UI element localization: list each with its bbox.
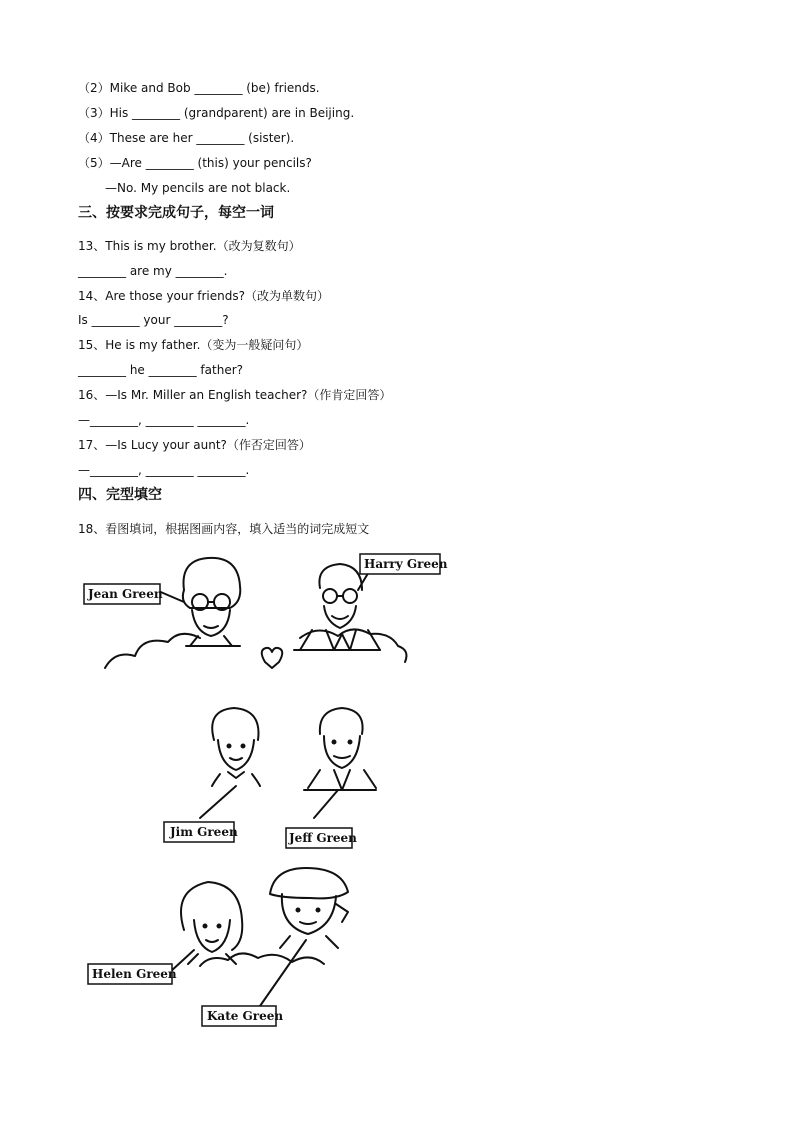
question-18: 18、看图填词，根据图画内容，填入适当的词完成短文 bbox=[78, 522, 370, 536]
bush-outline-top bbox=[105, 629, 406, 668]
kate-label: Kate Green bbox=[207, 1009, 284, 1023]
jeff-green-figure bbox=[304, 708, 376, 790]
jean-green-figure bbox=[183, 558, 240, 646]
jim-label: Jim Green bbox=[170, 825, 238, 839]
harry-green-figure bbox=[294, 564, 380, 650]
question-17: 17、—Is Lucy your aunt?（作否定回答） bbox=[78, 438, 311, 452]
question-14-answer: Is ________ your ________? bbox=[78, 313, 229, 327]
harry-label: Harry Green bbox=[364, 557, 448, 571]
question-17-answer: —________, ________ ________. bbox=[78, 463, 250, 477]
line-q3: （3）His ________ (grandparent) are in Beijing. bbox=[78, 106, 355, 120]
jeff-pointer bbox=[314, 790, 338, 818]
question-16: 16、—Is Mr. Miller an English teacher?（作肯定回答） bbox=[78, 388, 392, 402]
jeff-label: Jeff Green bbox=[289, 831, 357, 845]
jim-pointer bbox=[200, 786, 236, 818]
section-4-heading: 四、完型填空 bbox=[78, 487, 162, 503]
question-14: 14、Are those your friends?（改为单数句） bbox=[78, 289, 329, 303]
question-13-answer: ________ are my ________. bbox=[78, 264, 228, 278]
line-q4: （4）These are her ________ (sister). bbox=[78, 131, 295, 145]
helen-label: Helen Green bbox=[92, 967, 177, 981]
helen-green-figure bbox=[181, 882, 242, 964]
line-q2: （2）Mike and Bob ________ (be) friends. bbox=[78, 81, 320, 95]
bush-outline-bottom bbox=[200, 953, 324, 966]
jim-green-figure bbox=[212, 708, 260, 786]
kate-pointer bbox=[260, 940, 306, 1006]
kate-green-figure bbox=[270, 868, 348, 948]
family-illustration bbox=[80, 550, 450, 1030]
question-13: 13、This is my brother.（改为复数句） bbox=[78, 239, 301, 253]
question-16-answer: —________, ________ ________. bbox=[78, 413, 250, 427]
heart-icon bbox=[262, 648, 283, 668]
question-15-answer: ________ he ________ father? bbox=[78, 363, 244, 377]
section-3-heading: 三、按要求完成句子，每空一词 bbox=[78, 205, 274, 221]
jean-label: Jean Green bbox=[88, 587, 163, 601]
line-q5: （5）—Are ________ (this) your pencils? bbox=[78, 156, 312, 170]
question-15: 15、He is my father.（变为一般疑问句） bbox=[78, 338, 309, 352]
line-q5-answer: —No. My pencils are not black. bbox=[105, 181, 291, 195]
